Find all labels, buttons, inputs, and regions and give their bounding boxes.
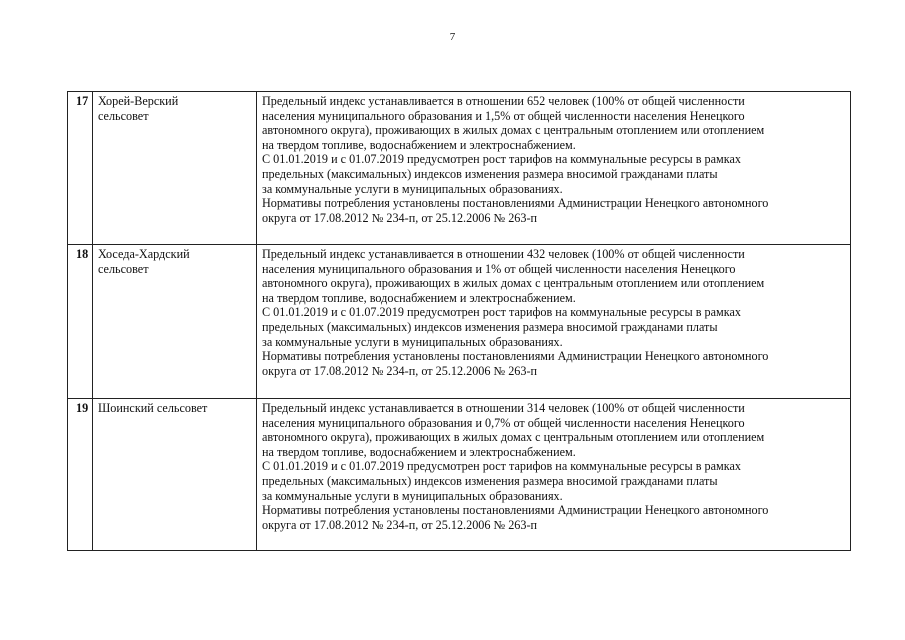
description-line: Нормативы потребления установлены постановлениями Администрации Ненецкого автономного xyxy=(262,196,769,211)
row-number: 18 xyxy=(68,245,93,399)
index-description xyxy=(257,399,851,551)
description-line: Нормативы потребления установлены постановлениями Администрации Ненецкого автономного xyxy=(262,503,769,518)
municipality-name xyxy=(93,245,257,399)
description-line: С 01.01.2019 и с 01.07.2019 предусмотрен рост тарифов на коммунальные ресурсы в рамках xyxy=(262,459,741,474)
description-line: населения муниципального образования и 1% от общей численности населения Ненецкого xyxy=(262,261,736,276)
municipality-name-line: Хорей-Верский xyxy=(98,94,179,108)
description-line: предельных (максимальных) индексов изменения размера вносимой гражданами платы xyxy=(262,473,718,488)
index-description xyxy=(257,245,851,399)
row-number: 19 xyxy=(68,399,93,551)
municipality-name-line: Хоседа-Хардский xyxy=(98,247,190,261)
description-line: населения муниципального образования и 0,7% от общей численности населения Ненецкого xyxy=(262,415,745,430)
description-line: за коммунальные услуги в муниципальных образованиях. xyxy=(262,181,563,196)
description-line: на твердом топливе, водоснабжением и электроснабжением. xyxy=(262,290,576,305)
description-line: автономного округа), проживающих в жилых домах с центральным отоплением или отоплением xyxy=(262,123,765,138)
page-number: 7 xyxy=(449,31,456,43)
description-line: округа от 17.08.2012 № 234-п, от 25.12.2006 № 263-п xyxy=(262,363,538,378)
description-line: на твердом топливе, водоснабжением и электроснабжением. xyxy=(262,137,576,152)
description-line: Нормативы потребления установлены постановлениями Администрации Ненецкого автономного xyxy=(262,349,769,364)
municipality-table xyxy=(67,91,851,551)
index-description xyxy=(257,92,851,245)
description-line: Предельный индекс устанавливается в отношении 314 человек (100% от общей численности xyxy=(262,401,745,415)
table-row xyxy=(68,92,851,245)
description-line: округа от 17.08.2012 № 234-п, от 25.12.2006 № 263-п xyxy=(262,517,538,532)
description-line: Предельный индекс устанавливается в отношении 652 человек (100% от общей численности xyxy=(262,94,745,108)
description-line: С 01.01.2019 и с 01.07.2019 предусмотрен рост тарифов на коммунальные ресурсы в рамках xyxy=(262,305,741,320)
description-line: предельных (максимальных) индексов изменения размера вносимой гражданами платы xyxy=(262,166,718,181)
description-line: автономного округа), проживающих в жилых домах с центральным отоплением или отоплением xyxy=(262,430,765,445)
description-line: на твердом топливе, водоснабжением и электроснабжением. xyxy=(262,444,576,459)
table-row xyxy=(68,245,851,399)
municipality-name xyxy=(93,92,257,245)
row-number: 17 xyxy=(68,92,93,245)
municipality-name-line: сельсовет xyxy=(98,108,149,123)
description-line: за коммунальные услуги в муниципальных образованиях. xyxy=(262,488,563,503)
municipality-name-line: сельсовет xyxy=(98,261,149,276)
municipality-name xyxy=(93,399,257,551)
description-line: населения муниципального образования и 1,5% от общей численности населения Ненецкого xyxy=(262,108,745,123)
description-line: С 01.01.2019 и с 01.07.2019 предусмотрен рост тарифов на коммунальные ресурсы в рамках xyxy=(262,152,741,167)
description-line: предельных (максимальных) индексов изменения размера вносимой гражданами платы xyxy=(262,319,718,334)
description-line: Предельный индекс устанавливается в отношении 432 человек (100% от общей численности xyxy=(262,247,745,261)
description-line: округа от 17.08.2012 № 234-п, от 25.12.2006 № 263-п xyxy=(262,210,538,225)
table-row xyxy=(68,399,851,551)
description-line: автономного округа), проживающих в жилых домах с центральным отоплением или отоплением xyxy=(262,276,765,291)
municipality-name-line: Шоинский сельсовет xyxy=(98,401,208,415)
description-line: за коммунальные услуги в муниципальных образованиях. xyxy=(262,334,563,349)
